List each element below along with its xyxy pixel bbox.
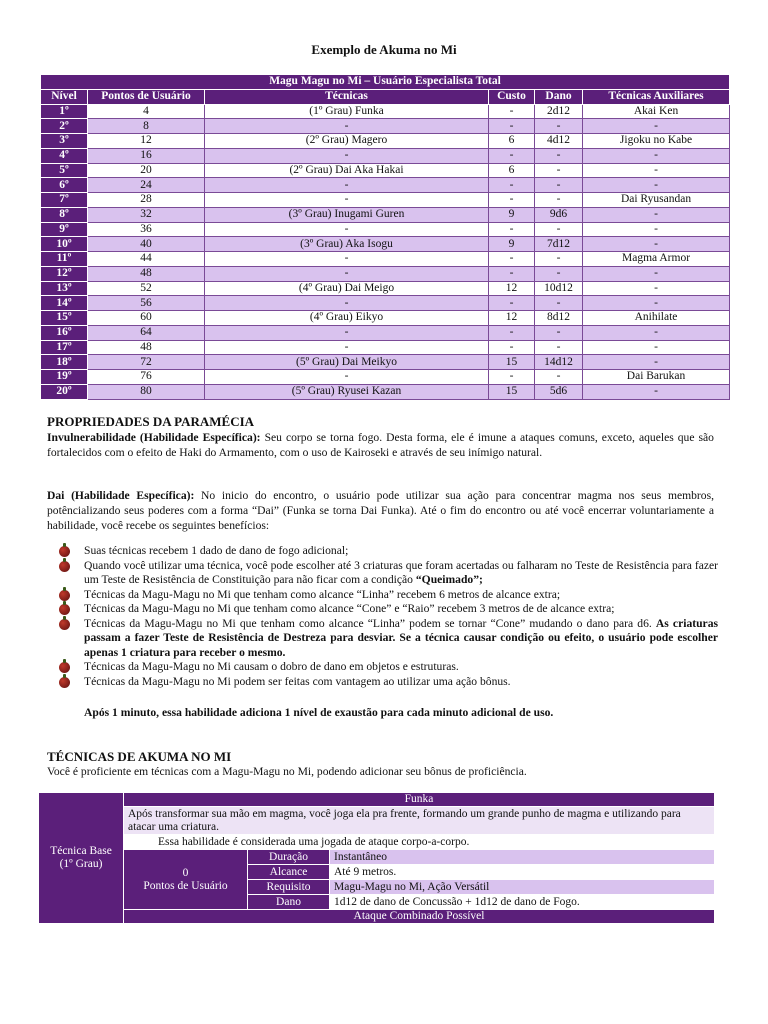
level-cell: 12º bbox=[41, 266, 88, 281]
apple-bullet-icon bbox=[59, 590, 70, 601]
column-header: Dano bbox=[535, 89, 583, 104]
table-cell: Anihilate bbox=[583, 311, 730, 326]
table-cell: - bbox=[535, 340, 583, 355]
table-cell: - bbox=[583, 340, 730, 355]
table-cell: (4º Grau) Eikyo bbox=[205, 311, 489, 326]
table-row bbox=[41, 119, 730, 134]
table-cell: 40 bbox=[88, 237, 205, 252]
attr-value: Instantâneo bbox=[330, 850, 715, 865]
table-cell: - bbox=[205, 370, 489, 385]
invulnerability-text: Seu corpo se torna fogo. Desta forma, ele é imune a ataques comuns, exceto, aqueles que são fortalecidos com o efeito de Haki do Armamento, com o uso de Kairoseki e através de seu inímigo natural. bbox=[47, 431, 714, 459]
table-row bbox=[41, 134, 730, 149]
level-cell: 5º bbox=[41, 163, 88, 178]
table-cell: - bbox=[583, 355, 730, 370]
table-row bbox=[41, 104, 730, 119]
table-row bbox=[41, 193, 730, 208]
table-cell: Dai Barukan bbox=[583, 370, 730, 385]
table-cell: - bbox=[489, 340, 535, 355]
table-cell: - bbox=[535, 119, 583, 134]
levels-table bbox=[40, 74, 730, 400]
properties-heading: PROPRIEDADES DA PARAMÉCIA bbox=[47, 414, 255, 429]
table-row bbox=[41, 311, 730, 326]
table-cell: - bbox=[205, 148, 489, 163]
exhaustion-note: Após 1 minuto, essa habilidade adiciona 1 nível de exaustão para cada minuto adicional de uso. bbox=[84, 706, 554, 719]
level-cell: 3º bbox=[41, 134, 88, 149]
table-cell: - bbox=[583, 325, 730, 340]
table-cell: - bbox=[535, 252, 583, 267]
table-cell: - bbox=[489, 104, 535, 119]
technique-name: Funka bbox=[124, 793, 715, 807]
dai-text: No inicio do encontro, o usuário pode utilizar sua ação para concentrar magma nos seus membros, potêncializando seus poderes com a forma “Dai” (Funka se torna Dai Funka). Até o fim do encontro ou até você encerrar voluntariamente a habilidade, você recebe os seguintes benefícios: bbox=[47, 489, 715, 532]
list-item: Técnicas da Magu-Magu no Mi causam o dobro de dano em objetos e estruturas. bbox=[58, 660, 718, 675]
level-cell: 16º bbox=[41, 325, 88, 340]
level-cell: 4º bbox=[41, 148, 88, 163]
attr-value: Até 9 metros. bbox=[330, 865, 715, 880]
table-cell: - bbox=[205, 252, 489, 267]
table-cell: 48 bbox=[88, 340, 205, 355]
table-cell: 8d12 bbox=[535, 311, 583, 326]
table-cell: 9 bbox=[489, 237, 535, 252]
table-cell: 44 bbox=[88, 252, 205, 267]
table-row bbox=[41, 237, 730, 252]
table-cell: - bbox=[583, 384, 730, 399]
list-item: Quando você utilizar uma técnica, você pode escolher até 3 criaturas que foram acertadas ou falharam no Teste de Resistência para fazer um Teste de Resistência de Constituição para não ficar com a condição “Queimado”; bbox=[58, 559, 718, 588]
table-cell: (4º Grau) Dai Meigo bbox=[205, 281, 489, 296]
dai-paragraph bbox=[47, 488, 714, 533]
technique-card bbox=[38, 792, 715, 924]
table-cell: - bbox=[205, 178, 489, 193]
table-cell: - bbox=[535, 193, 583, 208]
list-item: Técnicas da Magu-Magu no Mi que tenham como alcance “Linha” recebem 6 metros de alcance extra; bbox=[58, 588, 718, 603]
table-cell: (3º Grau) Aka Isogu bbox=[205, 237, 489, 252]
table-cell: 12 bbox=[88, 134, 205, 149]
list-item: Suas técnicas recebem 1 dado de dano de fogo adicional; bbox=[58, 544, 718, 559]
table-cell: 28 bbox=[88, 193, 205, 208]
table-row bbox=[41, 340, 730, 355]
apple-bullet-icon bbox=[59, 604, 70, 615]
level-cell: 19º bbox=[41, 370, 88, 385]
table-cell: 64 bbox=[88, 325, 205, 340]
level-cell: 2º bbox=[41, 119, 88, 134]
technique-note: Essa habilidade é considerada uma jogada de ataque corpo-a-corpo. bbox=[124, 835, 715, 850]
invulnerability-paragraph bbox=[47, 430, 714, 460]
level-cell: 11º bbox=[41, 252, 88, 267]
table-row bbox=[41, 163, 730, 178]
table-cell: (3º Grau) Inugami Guren bbox=[205, 207, 489, 222]
table-cell: Magma Armor bbox=[583, 252, 730, 267]
table-cell: Jigoku no Kabe bbox=[583, 134, 730, 149]
table-cell: 10d12 bbox=[535, 281, 583, 296]
table-cell: - bbox=[535, 163, 583, 178]
table-cell: 6 bbox=[489, 134, 535, 149]
points-value: 0 bbox=[182, 866, 189, 879]
attr-label: Dano bbox=[248, 895, 330, 910]
attr-label: Alcance bbox=[248, 865, 330, 880]
table-cell: - bbox=[489, 266, 535, 281]
level-cell: 8º bbox=[41, 207, 88, 222]
table-cell: 48 bbox=[88, 266, 205, 281]
table-cell: 4d12 bbox=[535, 134, 583, 149]
table-cell: - bbox=[489, 222, 535, 237]
table-cell: - bbox=[205, 119, 489, 134]
list-item: Técnicas da Magu-Magu no Mi que tenham como alcance “Cone” e “Raio” recebem 3 metros de de alcance extra; bbox=[58, 602, 718, 617]
table-cell: - bbox=[583, 222, 730, 237]
level-cell: 6º bbox=[41, 178, 88, 193]
table-cell: (2º Grau) Dai Aka Hakai bbox=[205, 163, 489, 178]
table-cell: - bbox=[489, 370, 535, 385]
apple-bullet-icon bbox=[59, 561, 70, 572]
column-header: Pontos de Usuário bbox=[88, 89, 205, 104]
table-cell: 20 bbox=[88, 163, 205, 178]
table-cell: - bbox=[535, 178, 583, 193]
table-cell: - bbox=[583, 296, 730, 311]
column-header: Nível bbox=[41, 89, 88, 104]
list-item: Técnicas da Magu-Magu no Mi podem ser feitas com vantagem ao utilizar uma ação bônus. bbox=[58, 675, 718, 690]
techniques-intro: Você é proficiente em técnicas com a Magu-Magu no Mi, podendo adicionar seu bônus de proficiência. bbox=[47, 765, 527, 778]
table-cell: - bbox=[489, 325, 535, 340]
table-cell: - bbox=[535, 148, 583, 163]
apple-bullet-icon bbox=[59, 662, 70, 673]
table-cell: 6 bbox=[489, 163, 535, 178]
table-cell: (5º Grau) Dai Meikyo bbox=[205, 355, 489, 370]
apple-bullet-icon bbox=[59, 677, 70, 688]
table-cell: 12 bbox=[489, 311, 535, 326]
table-cell: - bbox=[583, 178, 730, 193]
table-cell: 24 bbox=[88, 178, 205, 193]
apple-bullet-icon bbox=[59, 546, 70, 557]
table-cell: - bbox=[489, 193, 535, 208]
table-cell: - bbox=[583, 163, 730, 178]
table-cell: - bbox=[583, 281, 730, 296]
table-row bbox=[41, 325, 730, 340]
table-cell: 12 bbox=[489, 281, 535, 296]
level-cell: 13º bbox=[41, 281, 88, 296]
level-cell: 17º bbox=[41, 340, 88, 355]
table-cell: 32 bbox=[88, 207, 205, 222]
table-row bbox=[41, 370, 730, 385]
table-cell: - bbox=[205, 325, 489, 340]
level-cell: 15º bbox=[41, 311, 88, 326]
invulnerability-label: Invulnerabilidade (Habilidade Específica): bbox=[47, 431, 261, 444]
table-cell: - bbox=[489, 252, 535, 267]
table-cell: 15 bbox=[489, 384, 535, 399]
list-item: Técnicas da Magu-Magu no Mi que tenham como alcance “Linha” podem se tornar “Cone” mudando o dano para d6. As criaturas passam a fazer Teste de Resistência de Destreza para desviar. Se a técnica causar condição ou efeito, o usuário pode escolher apenas 1 criatura para receber o mesmo. bbox=[58, 617, 718, 661]
attr-value: Magu-Magu no Mi, Ação Versátil bbox=[330, 880, 715, 895]
table-cell: - bbox=[535, 266, 583, 281]
level-cell: 18º bbox=[41, 355, 88, 370]
attr-value: 1d12 de dano de Concussão + 1d12 de dano de Fogo. bbox=[330, 895, 715, 910]
table-cell: 36 bbox=[88, 222, 205, 237]
document-title: Exemplo de Akuma no Mi bbox=[311, 42, 457, 57]
table-row bbox=[41, 148, 730, 163]
level-cell: 7º bbox=[41, 193, 88, 208]
table-row bbox=[41, 266, 730, 281]
table-cell: - bbox=[583, 237, 730, 252]
table-cell: - bbox=[205, 340, 489, 355]
table-cell: - bbox=[489, 119, 535, 134]
table-cell: - bbox=[583, 119, 730, 134]
level-cell: 14º bbox=[41, 296, 88, 311]
benefits-list bbox=[58, 544, 718, 689]
table-row bbox=[41, 222, 730, 237]
level-cell: 10º bbox=[41, 237, 88, 252]
table-cell: 16 bbox=[88, 148, 205, 163]
technique-description: Após transformar sua mão em magma, você joga ela pra frente, formando um grande punho de magma e utilizando para atacar uma criatura. bbox=[124, 807, 715, 835]
dai-label: Dai (Habilidade Específica): bbox=[47, 489, 195, 502]
points-label: Pontos de Usuário bbox=[143, 879, 228, 892]
table-cell: - bbox=[535, 370, 583, 385]
table-cell: 9 bbox=[489, 207, 535, 222]
table-cell: 2d12 bbox=[535, 104, 583, 119]
table-cell: 76 bbox=[88, 370, 205, 385]
table-row bbox=[41, 384, 730, 399]
column-header: Técnicas bbox=[205, 89, 489, 104]
table-cell: 52 bbox=[88, 281, 205, 296]
table-cell: - bbox=[205, 296, 489, 311]
table-cell: (1º Grau) Funka bbox=[205, 104, 489, 119]
attr-label: Requisito bbox=[248, 880, 330, 895]
table-cell: - bbox=[583, 207, 730, 222]
table-row bbox=[41, 355, 730, 370]
table-cell: 9d6 bbox=[535, 207, 583, 222]
table-cell: 14d12 bbox=[535, 355, 583, 370]
attr-label: Duração bbox=[248, 850, 330, 865]
table-cell: - bbox=[489, 296, 535, 311]
table-cell: - bbox=[489, 178, 535, 193]
column-header: Custo bbox=[489, 89, 535, 104]
table-cell: 5d6 bbox=[535, 384, 583, 399]
table-row bbox=[41, 178, 730, 193]
table-cell: 60 bbox=[88, 311, 205, 326]
table-cell: - bbox=[535, 222, 583, 237]
technique-side-label: Técnica Base (1º Grau) bbox=[39, 793, 124, 924]
table-cell: 8 bbox=[88, 119, 205, 134]
column-header: Técnicas Auxiliares bbox=[583, 89, 730, 104]
table-row bbox=[41, 207, 730, 222]
table-row bbox=[41, 281, 730, 296]
apple-bullet-icon bbox=[59, 619, 70, 630]
table-cell: 15 bbox=[489, 355, 535, 370]
table-title: Magu Magu no Mi – Usuário Especialista Total bbox=[41, 75, 730, 90]
level-cell: 9º bbox=[41, 222, 88, 237]
techniques-heading: TÉCNICAS DE AKUMA NO MI bbox=[47, 749, 232, 764]
table-cell: - bbox=[205, 193, 489, 208]
technique-points bbox=[124, 850, 248, 910]
table-cell: 7d12 bbox=[535, 237, 583, 252]
table-cell: (2º Grau) Magero bbox=[205, 134, 489, 149]
table-cell: 72 bbox=[88, 355, 205, 370]
table-cell: - bbox=[205, 266, 489, 281]
table-row bbox=[41, 252, 730, 267]
technique-footer: Ataque Combinado Possível bbox=[124, 910, 715, 924]
table-cell: - bbox=[535, 325, 583, 340]
table-cell: - bbox=[489, 148, 535, 163]
level-cell: 1º bbox=[41, 104, 88, 119]
table-cell: 4 bbox=[88, 104, 205, 119]
table-cell: (5º Grau) Ryusei Kazan bbox=[205, 384, 489, 399]
table-cell: - bbox=[583, 148, 730, 163]
table-cell: - bbox=[583, 266, 730, 281]
table-cell: - bbox=[205, 222, 489, 237]
table-cell: 56 bbox=[88, 296, 205, 311]
table-cell: Akai Ken bbox=[583, 104, 730, 119]
table-cell: Dai Ryusandan bbox=[583, 193, 730, 208]
table-cell: 80 bbox=[88, 384, 205, 399]
table-row bbox=[41, 296, 730, 311]
table-cell: - bbox=[535, 296, 583, 311]
level-cell: 20º bbox=[41, 384, 88, 399]
